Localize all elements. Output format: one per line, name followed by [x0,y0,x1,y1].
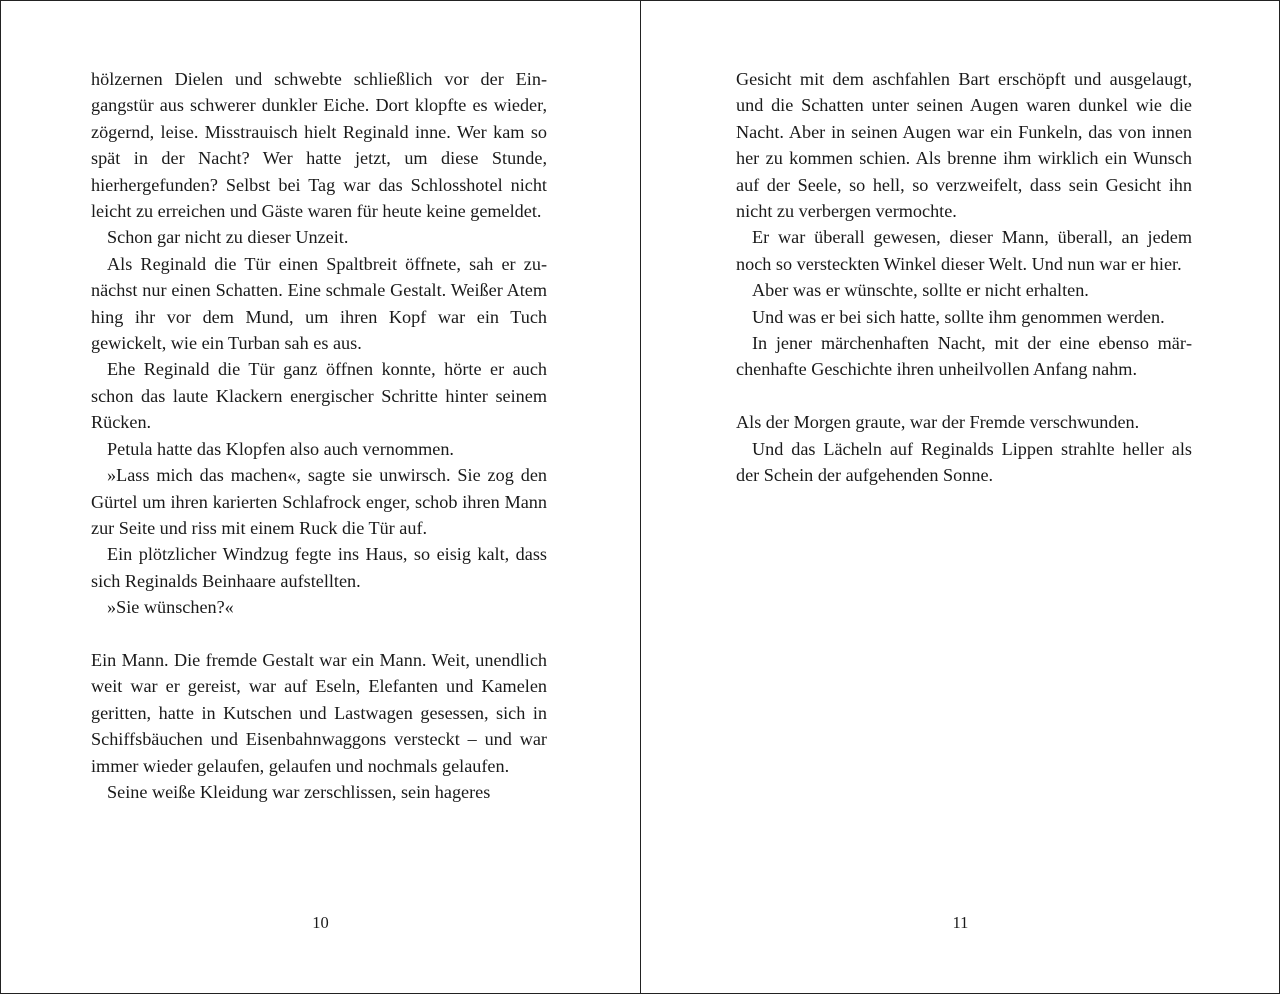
paragraph: hölzernen Dielen und schwebte schließlich vor der Eingangstür aus schwerer dunkler Eiche. Dort klopfte es wieder, zögernd, leise. Misstrauisch hielt Reginald inne. Wer kam so spät in der Nacht? Wer hatte jetzt, um diese Stunde, hierhergefunden? Selbst bei Tag war das Schlosshotel nicht leicht zu erreichen und Gäste waren für heute keine gemeldet. [91,69,547,222]
paragraph: »Lass mich das machen«, sagte sie unwirsch. Sie zog den Gürtel um ihren karierten Schlafrock enger, schob ihren Mann zur Seite und riss mit einem Ruck die Tür auf. [91,465,547,538]
paragraph: Gesicht mit dem aschfahlen Bart erschöpft und ausgelaugt, und die Schatten unter seinen Augen waren dunkel wie die Nacht. Aber in seinen Augen war ein Funkeln, das von innen her zu kommen schien. Als brenne ihm wirklich ein Wunsch auf der Seele, so hell, so verzweifelt, dass sein Gesicht ihn nicht zu verbergen vermochte. [736,69,1192,222]
paragraph: Ein plötzlicher Windzug fegte ins Haus, so eisig kalt, dass sich Reginalds Beinhaare aufstellten. [91,544,547,591]
page-number: 11 [952,913,969,932]
paragraph: Aber was er wünschte, sollte er nicht erhalten. [752,280,1089,301]
left-page-text [91,66,547,805]
paragraph: Petula hatte das Klopfen also auch vernommen. [107,438,454,459]
paragraph: Schon gar nicht zu dieser Unzeit. [107,227,349,248]
paragraph: In jener märchenhaften Nacht, mit der eine ebenso märchenhafte Geschichte ihren unheilvollen Anfang nahm. [736,333,1192,380]
paragraph: Ehe Reginald die Tür ganz öffnen konnte, hörte er auch schon das laute Klackern energischer Schritte hinter seinem Rücken. [91,359,547,433]
right-page [641,1,1280,993]
paragraph: Und was er bei sich hatte, sollte ihm genommen werden. [752,306,1165,327]
page-number: 10 [312,913,329,932]
paragraph: Als der Morgen graute, war der Fremde verschwunden. [736,412,1140,433]
right-page-text [736,66,1192,488]
paragraph: »Sie wünschen?« [107,597,234,618]
paragraph: Er war überall gewesen, dieser Mann, überall, an jedem noch so versteckten Winkel dieser Welt. Und nun war er hier. [736,227,1192,274]
paragraph: Als Reginald die Tür einen Spaltbreit öffnete, sah er zunächst nur einen Schatten. Eine schmale Gestalt. Weißer Atem hing ihr vor dem Mund, um ihren Kopf war ein Tuch gewickelt, wie ein Turban sah es aus. [91,253,547,354]
paragraph: Seine weiße Kleidung war zerschlissen, sein hageres [107,781,491,802]
paragraph: Ein Mann. Die fremde Gestalt war ein Mann. Weit, unendlich weit war er gereist, war auf Eseln, Elefanten und Kamelen geritten, hatte in Kutschen und Lastwagen gesessen, sich in Schiffsbäuchen und Eisenbahnwaggons versteckt – und war immer wieder gelaufen, gelaufen und nochmals gelaufen. [91,649,547,776]
left-page [1,1,640,993]
paragraph: Und das Lächeln auf Reginalds Lippen strahlte heller als der Schein der aufgehenden Sonne. [736,438,1192,486]
